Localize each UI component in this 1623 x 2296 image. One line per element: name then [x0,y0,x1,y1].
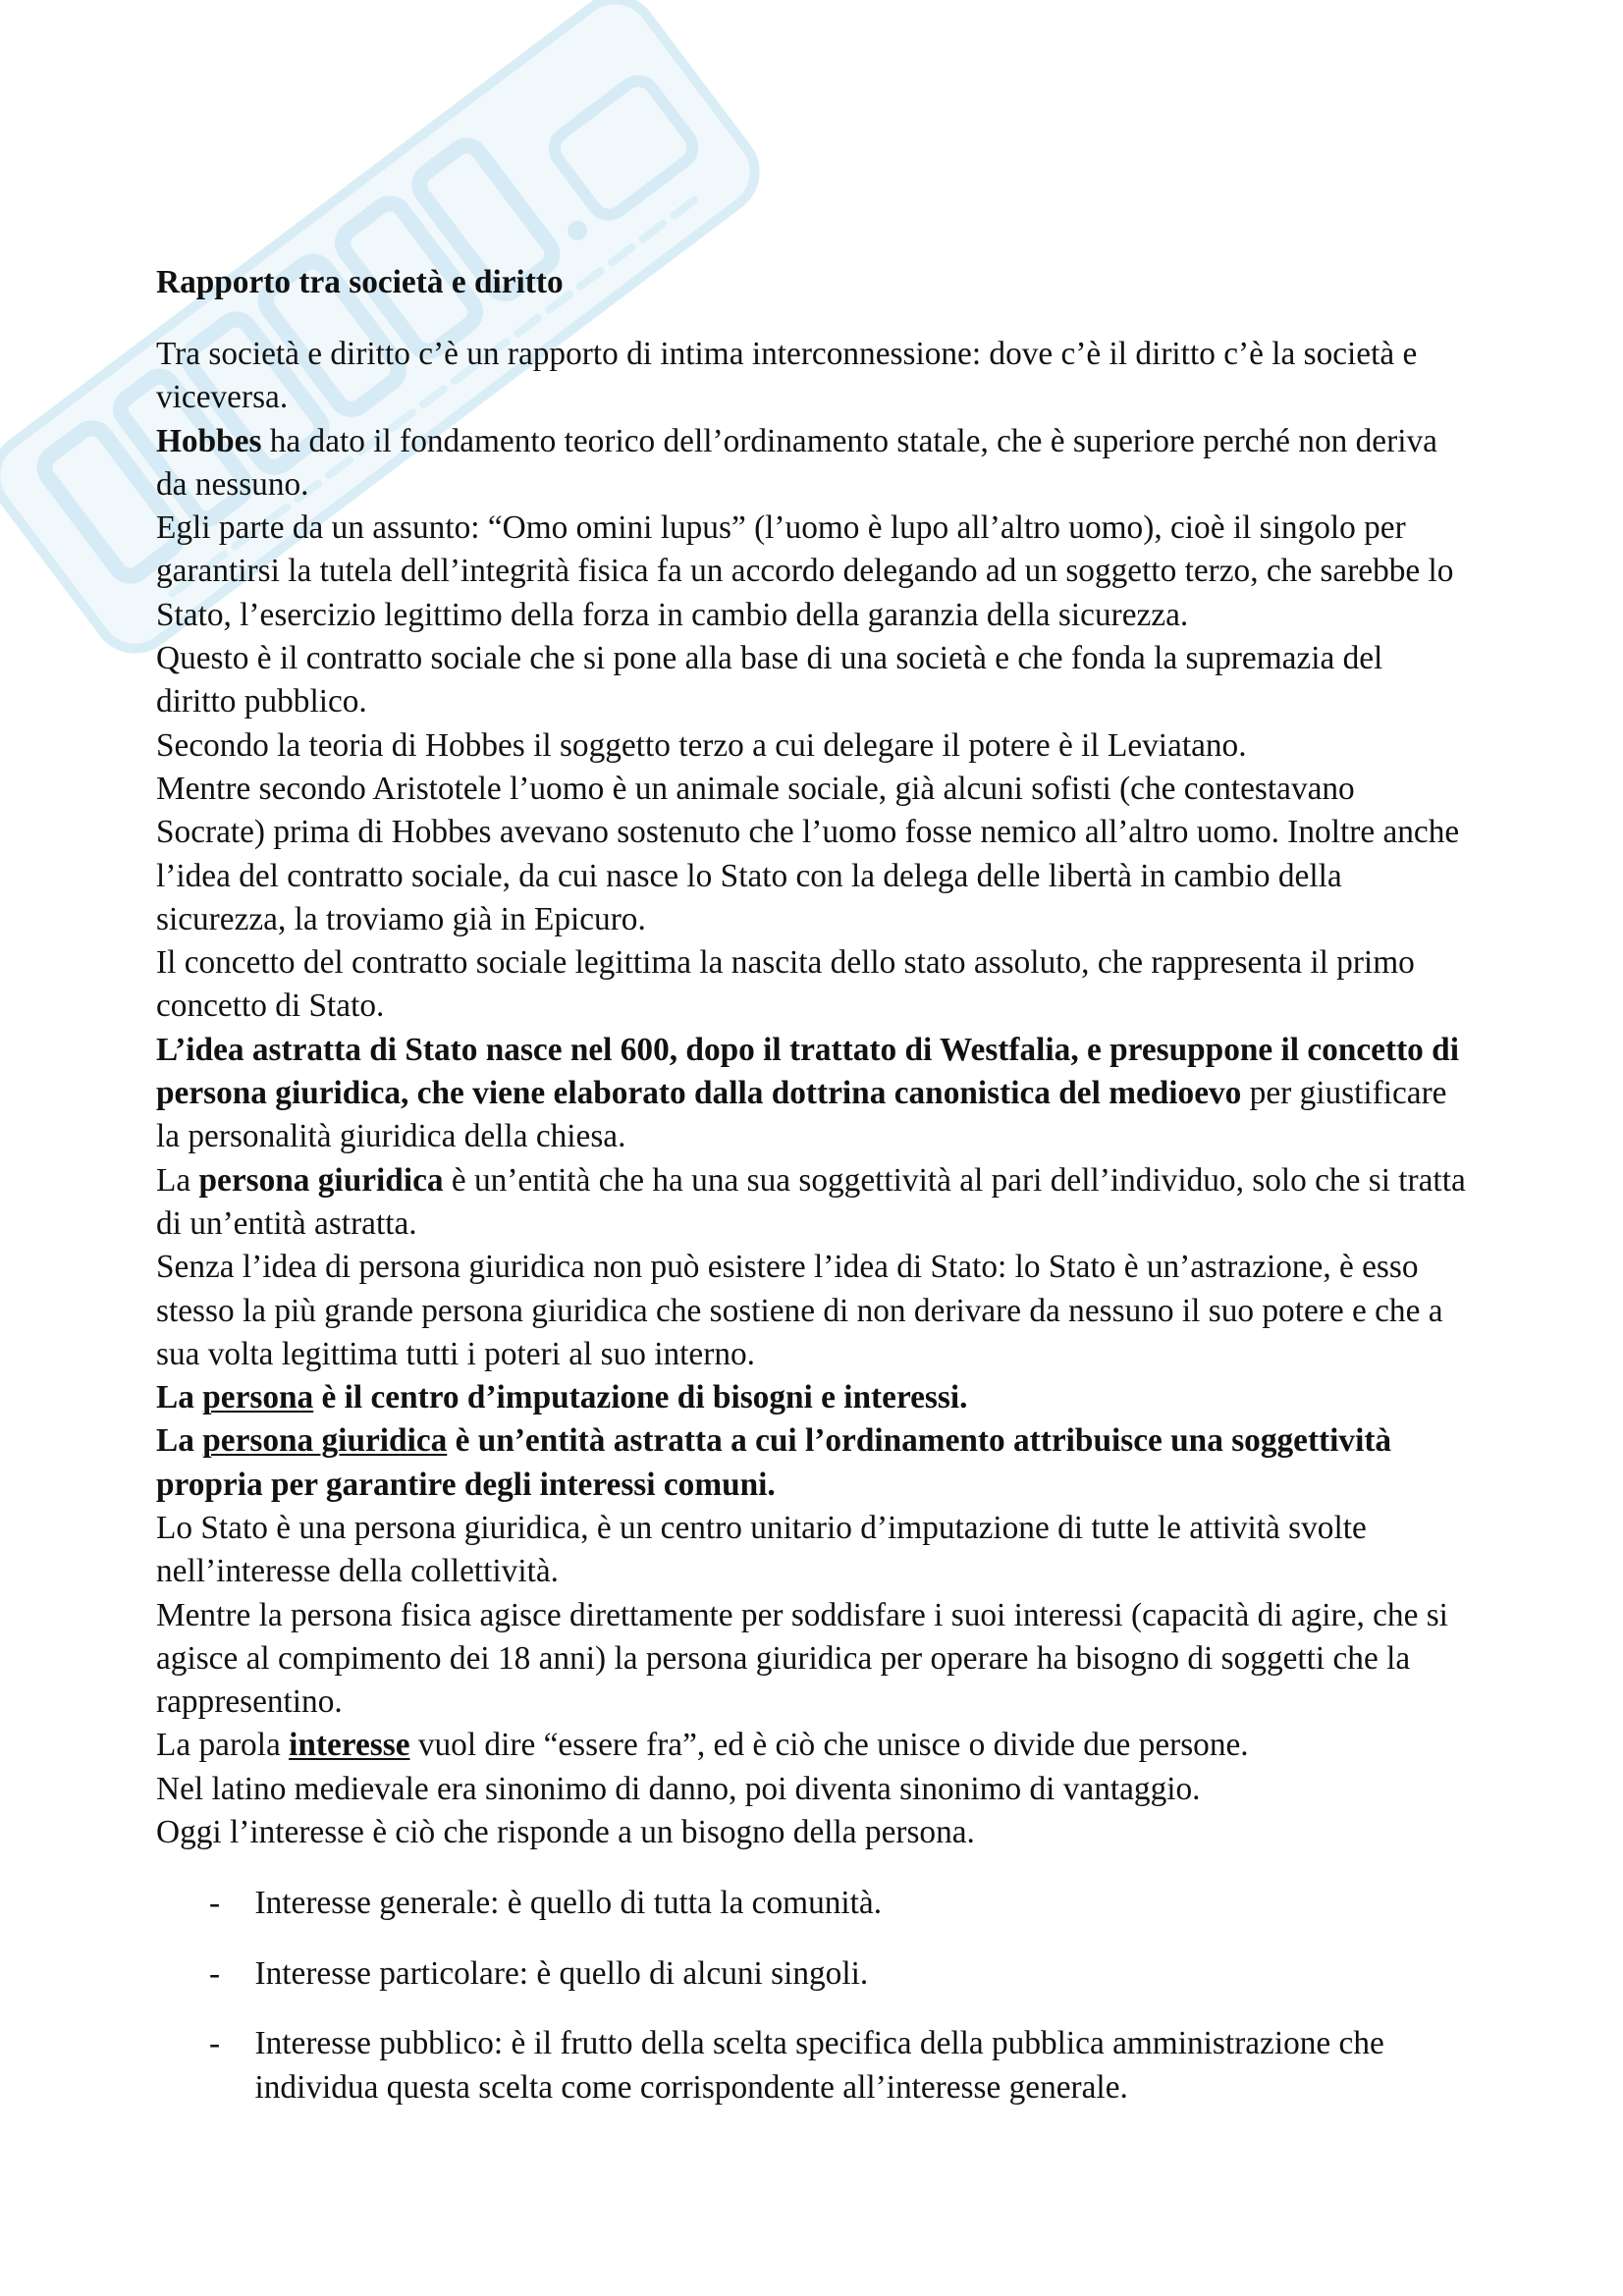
bold-text: propria per garantire degli interessi comuni. [156,1466,776,1503]
text-line [156,463,1472,507]
text-line [156,1376,1472,1419]
text-run: di un’entità astratta. [156,1204,417,1242]
list-item-text: individua questa scelta come corrispondente all’interesse generale. [254,2068,1128,2106]
bold-text: persona giuridica, che viene elaborato dalla dottrina canonistica del medioevo [156,1075,1242,1112]
text-line [156,420,1472,463]
list-item-text: Interesse particolare: è quello di alcuni singoli. [254,1954,869,1992]
bold-text: La [156,1422,203,1460]
text-line [156,1333,1472,1376]
text-line [156,1290,1472,1333]
text-line [156,855,1472,898]
text-line [156,768,1472,811]
text-line [156,1768,1472,1811]
text-run: Lo Stato è una persona giuridica, è un centro unitario d’imputazione di tutte le attività svolte [156,1510,1367,1546]
text-run: sua volta legittima tutti i poteri al suo interno. [156,1335,755,1372]
text-line [156,724,1472,768]
bullet-dash-icon: - [209,2025,221,2062]
text-run: agisce al compimento dei 18 anni) la persona giuridica per operare ha bisogno di soggetti che la [156,1639,1411,1677]
list-item [156,2022,1472,2109]
text-run: La [156,1161,199,1199]
text-run: diritto pubblico. [156,683,367,721]
bold-text: è un’entità astratta a cui l’ordinamento attribuisce una soggettività [447,1422,1392,1460]
bullet-dash-icon: - [209,1884,221,1921]
text-line [156,1246,1472,1289]
list-item-text: Interesse pubblico: è il frutto della scelta specifica della pubblica amministrazione che [254,2025,1384,2062]
bold-text: persona giuridica [198,1161,444,1199]
text-run: nell’interesse della collettività. [156,1553,559,1590]
text-run: ha dato il fondamento teorico dell’ordinamento statale, che è superiore perché non deriva [261,422,1437,459]
text-line [156,1464,1472,1507]
text-line [156,1594,1472,1637]
text-line [156,1681,1472,1724]
text-line [156,1637,1472,1681]
text-run: viceversa. [156,379,289,416]
text-run: Oggi l’interesse è ciò che risponde a un bisogno della persona. [156,1814,975,1851]
text-line [156,1202,1472,1246]
text-line [156,376,1472,419]
text-run: sicurezza, la troviamo già in Epicuro. [156,900,646,937]
text-line [156,1115,1472,1158]
body-text [156,333,1472,1854]
text-run: garantirsi la tutela dell’integrità fisica fa un accordo delegando ad un soggetto terzo, che sarebbe lo [156,553,1454,590]
text-run: rappresentino. [156,1683,343,1721]
text-run: La parola [156,1727,290,1764]
text-line [156,680,1472,723]
text-line [156,985,1472,1028]
list-item [156,1952,1472,1996]
text-line [156,637,1472,680]
bold-text: La [156,1379,203,1416]
list-item-text: Interesse generale: è quello di tutta la comunità. [254,1884,883,1921]
list-item [156,1882,1472,1925]
text-run: Mentre secondo Aristotele l’uomo è un animale sociale, già alcuni sofisti (che contestavano [156,770,1355,807]
text-run: concetto di Stato. [156,988,385,1025]
text-line [156,594,1472,637]
text-run: Stato, l’esercizio legittimo della forza in cambio della garanzia della sicurezza. [156,596,1189,633]
text-run: Mentre la persona fisica agisce direttamente per soddisfare i suoi interessi (capacità di agire, che si [156,1596,1448,1633]
text-line [156,811,1472,854]
text-run: Senza l’idea di persona giuridica non può esistere l’idea di Stato: lo Stato è un’astrazione, è esso [156,1249,1419,1286]
bullet-dash-icon: - [209,1954,221,1992]
text-line [156,1159,1472,1202]
text-line [156,1419,1472,1463]
text-line [156,333,1472,376]
text-line [156,507,1472,550]
text-line [156,550,1472,593]
text-line [156,1724,1472,1767]
text-run: stesso la più grande persona giuridica che sostiene di non derivare da nessuno il suo potere e che a [156,1292,1443,1329]
text-line [156,1029,1472,1072]
bullet-list [156,1882,1472,2109]
text-run: per giustificare [1241,1075,1447,1112]
text-line [156,1550,1472,1593]
underlined-term: persona [202,1379,314,1416]
text-run: vuol dire “essere fra”, ed è ciò che unisce o divide due persone. [409,1727,1249,1764]
underlined-term: persona giuridica [202,1422,448,1460]
text-run: è un’entità che ha una sua soggettività al pari dell’individuo, solo che si tratta [443,1161,1466,1199]
text-run: la personalità giuridica della chiesa. [156,1118,626,1155]
underlined-term: interesse [289,1727,410,1764]
text-run: Nel latino medievale era sinonimo di danno, poi diventa sinonimo di vantaggio. [156,1770,1201,1807]
text-run: Il concetto del contratto sociale legittima la nascita dello stato assoluto, che rappresenta il primo [156,944,1415,982]
bold-text: Hobbes [156,422,262,459]
text-run: Secondo la teoria di Hobbes il soggetto terzo a cui delegare il potere è il Leviatano. [156,726,1247,764]
text-line [156,898,1472,941]
text-line [156,1811,1472,1854]
bold-text: è il centro d’imputazione di bisogni e interessi. [313,1379,968,1416]
text-run: Egli parte da un assunto: “Omo omini lupus” (l’uomo è lupo all’altro uomo), cioè il singolo per [156,509,1406,547]
document-body [156,261,1472,2109]
text-run: l’idea del contratto sociale, da cui nasce lo Stato con la delega delle libertà in cambio della [156,857,1342,894]
text-run: da nessuno. [156,465,309,503]
text-run: Tra società e diritto c’è un rapporto di intima interconnessione: dove c’è il diritto c’è la società e [156,335,1418,372]
text-line [156,1507,1472,1550]
text-line [156,941,1472,985]
bold-text: L’idea astratta di Stato nasce nel 600, dopo il trattato di Westfalia, e presuppone il concetto di [156,1031,1459,1068]
text-run: Questo è il contratto sociale che si pone alla base di una società e che fonda la supremazia del [156,640,1383,677]
text-line [156,1072,1472,1115]
text-run: Socrate) prima di Hobbes avevano sostenuto che l’uomo fosse nemico all’altro uomo. Inoltre anche [156,814,1460,851]
document-title: Rapporto tra società e diritto [156,264,564,300]
